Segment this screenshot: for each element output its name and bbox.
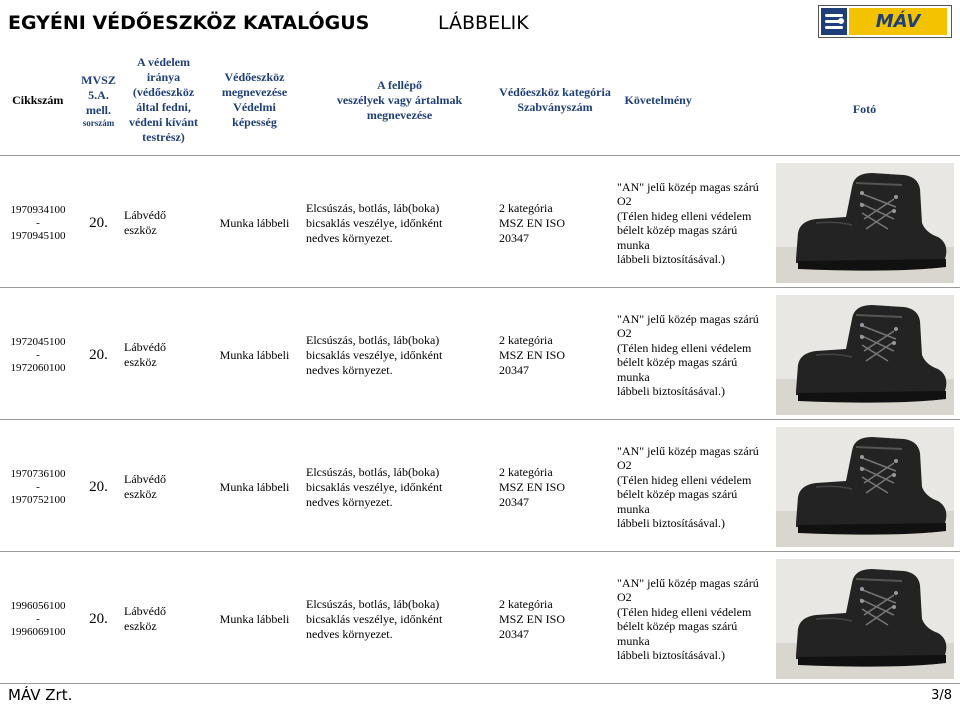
table-row: [0, 426, 960, 548]
boot-photo-icon: [776, 163, 954, 283]
page-header: [0, 0, 960, 46]
item-photo: [769, 558, 960, 680]
item-standard: 2 kategória MSZ EN ISO 20347: [499, 200, 566, 245]
item-standard: 2 kategória MSZ EN ISO 20347: [499, 596, 566, 641]
col-header-hazard: A fellépő veszélyek vagy ártalmak megnevezése: [303, 48, 496, 152]
table-row: [0, 558, 960, 680]
catalog-table: [0, 48, 960, 684]
item-name: Munka lábbeli: [219, 347, 290, 362]
item-name: Munka lábbeli: [219, 215, 290, 230]
table-row: [0, 294, 960, 416]
item-protection: Lábvédő eszköz: [124, 604, 166, 633]
mav-emblem-icon: [821, 8, 847, 35]
item-hazard: Elcsúszás, botlás, láb(boka) bicsaklás veszélye, időnként nedves környezet.: [306, 200, 443, 245]
item-requirement: "AN" jelű közép magas szárú O2 (Télen hideg elleni védelem bélelt közép magas szárú munka lábbeli biztosításával.): [617, 575, 759, 662]
item-name: Munka lábbeli: [219, 479, 290, 494]
col-header-requirement: Követelmény: [614, 48, 769, 152]
col-header-name: Védőeszköz megnevezése Védelmi képesség: [206, 48, 303, 152]
col-header-photo: Fotó: [769, 48, 960, 152]
table-body: [0, 156, 960, 684]
item-hazard: Elcsúszás, botlás, láb(boka) bicsaklás veszélye, időnként nedves környezet.: [306, 596, 443, 641]
section-title: LÁBBELIK: [438, 12, 529, 34]
item-photo: [769, 426, 960, 548]
item-name: Munka lábbeli: [219, 611, 290, 626]
item-standard: 2 kategória MSZ EN ISO 20347: [499, 464, 566, 509]
item-number: 20.: [89, 346, 108, 363]
logo-wordmark: MÁV: [849, 8, 947, 35]
item-code: 1972045100 - 1972060100: [10, 335, 66, 374]
col-header-protection: A védelem iránya (védőeszköz által fedni, védeni kívánt testrész): [121, 48, 206, 152]
boot-photo-icon: [776, 427, 954, 547]
catalog-title: EGYÉNI VÉDŐESZKÖZ KATALÓGUS: [8, 12, 370, 34]
item-requirement: "AN" jelű közép magas szárú O2 (Télen hideg elleni védelem bélelt közép magas szárú munka lábbeli biztosításával.): [617, 179, 759, 266]
col-header-code: Cikkszám: [0, 48, 76, 152]
item-number: 20.: [89, 478, 108, 495]
item-standard: 2 kategória MSZ EN ISO 20347: [499, 332, 566, 377]
item-requirement: "AN" jelű közép magas szárú O2 (Télen hideg elleni védelem bélelt közép magas szárú munka lábbeli biztosításával.): [617, 311, 759, 398]
col-header-mvsz: MVSZ 5.A. mell. sorszám: [76, 48, 121, 152]
boot-photo-icon: [776, 295, 954, 415]
item-code: 1970934100 - 1970945100: [10, 203, 66, 242]
footer-company: MÁV Zrt.: [8, 686, 73, 704]
item-hazard: Elcsúszás, botlás, láb(boka) bicsaklás veszélye, időnként nedves környezet.: [306, 464, 443, 509]
table-header-row: [0, 48, 960, 152]
col-header-standard: Védőeszköz kategória Szabványszám: [496, 48, 614, 152]
table-row: [0, 162, 960, 284]
item-number: 20.: [89, 214, 108, 231]
item-photo: [769, 294, 960, 416]
item-protection: Lábvédő eszköz: [124, 472, 166, 501]
mav-logo: [818, 5, 952, 38]
item-number: 20.: [89, 610, 108, 627]
item-protection: Lábvédő eszköz: [124, 208, 166, 237]
item-requirement: "AN" jelű közép magas szárú O2 (Télen hideg elleni védelem bélelt közép magas szárú munka lábbeli biztosításával.): [617, 443, 759, 530]
item-code: 1970736100 - 1970752100: [10, 467, 66, 506]
footer-page-number: 3/8: [931, 688, 952, 703]
item-photo: [769, 162, 960, 284]
item-code: 1996056100 - 1996069100: [10, 599, 66, 638]
item-hazard: Elcsúszás, botlás, láb(boka) bicsaklás veszélye, időnként nedves környezet.: [306, 332, 443, 377]
boot-photo-icon: [776, 559, 954, 679]
item-protection: Lábvédő eszköz: [124, 340, 166, 369]
